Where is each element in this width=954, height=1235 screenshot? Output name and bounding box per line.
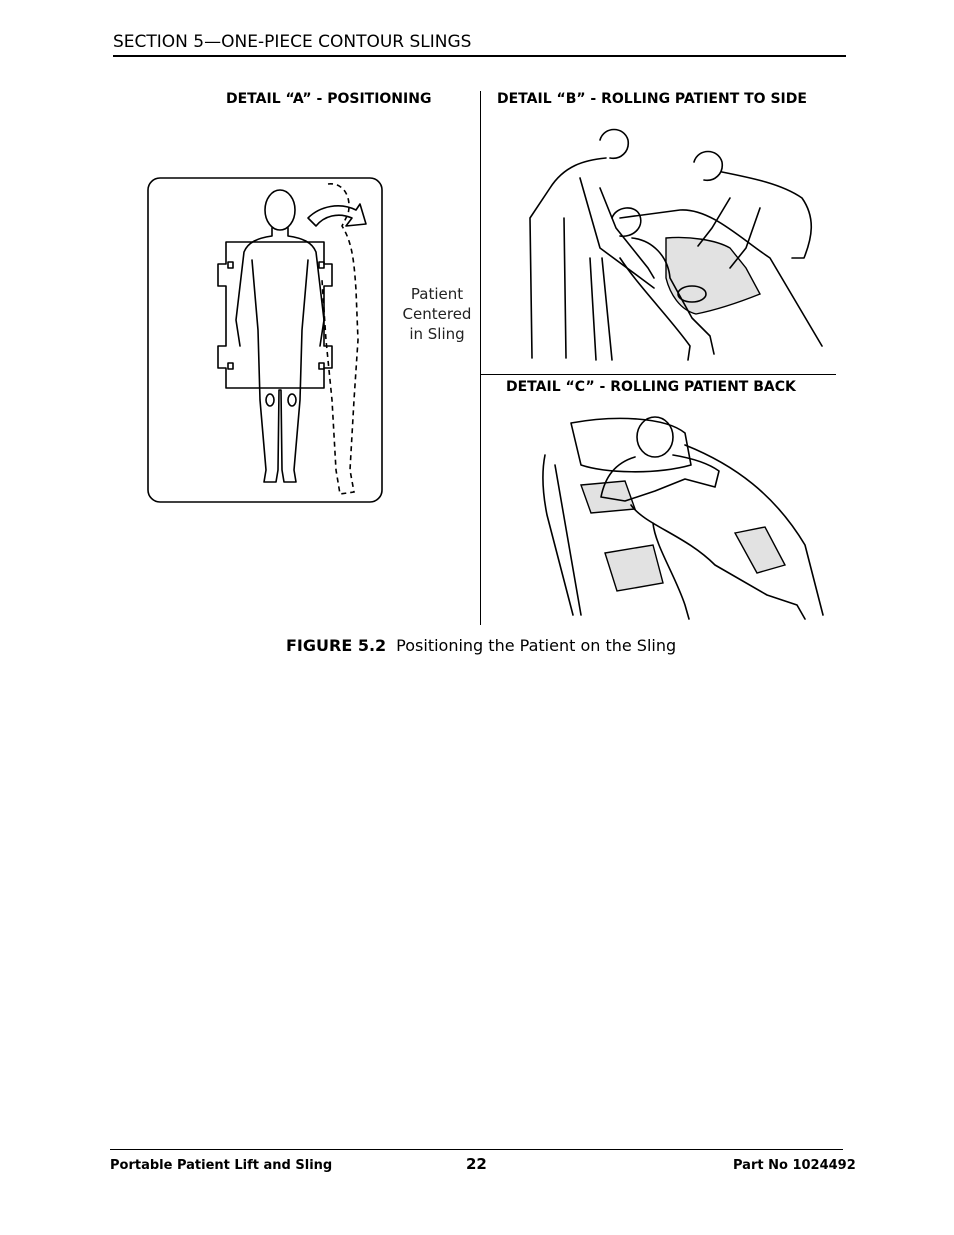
detail-divider-vertical xyxy=(480,91,481,625)
detail-c-illustration xyxy=(535,405,825,620)
detail-c-label: DETAIL “C” - ROLLING PATIENT BACK xyxy=(506,379,796,395)
section-title: SECTION 5—ONE-PIECE CONTOUR SLINGS xyxy=(113,32,472,52)
footer-rule xyxy=(110,1149,843,1150)
note-line: Centered xyxy=(402,305,472,323)
sling-clip xyxy=(228,363,233,369)
sling-lower-patch xyxy=(605,545,663,591)
detail-a-label: DETAIL “A” - POSITIONING xyxy=(226,91,432,107)
note-line: Patient xyxy=(410,285,464,303)
sling-clip xyxy=(319,363,324,369)
sling-clip xyxy=(228,262,233,268)
patient-figure xyxy=(236,190,324,482)
footer-document-title: Portable Patient Lift and Sling xyxy=(110,1158,333,1173)
bed-outline xyxy=(543,445,823,615)
figure-caption xyxy=(286,636,676,655)
detail-divider-horizontal xyxy=(480,374,836,375)
sling-right-patch xyxy=(735,527,785,573)
figure-label: FIGURE 5.2 xyxy=(286,636,387,655)
header-rule xyxy=(113,55,846,57)
note-line: in Sling xyxy=(409,325,465,343)
pillow-outline xyxy=(571,418,691,471)
roll-arrow-icon xyxy=(308,204,366,226)
detail-b-label: DETAIL “B” - ROLLING PATIENT TO SIDE xyxy=(497,91,807,107)
patient-centered-note xyxy=(400,284,474,344)
detail-a-illustration xyxy=(140,170,390,510)
sling-left-patch xyxy=(581,481,635,513)
figure-caption-text: Positioning the Patient on the Sling xyxy=(396,636,677,655)
caregiver-left-figure xyxy=(530,130,654,359)
sling-outline xyxy=(218,242,332,388)
detail-b-illustration xyxy=(520,118,830,366)
patient-start-outline xyxy=(322,184,358,494)
footer-part-number: Part No 1024492 xyxy=(733,1158,856,1173)
page-number: 22 xyxy=(466,1155,487,1173)
sling-clip xyxy=(319,262,324,268)
